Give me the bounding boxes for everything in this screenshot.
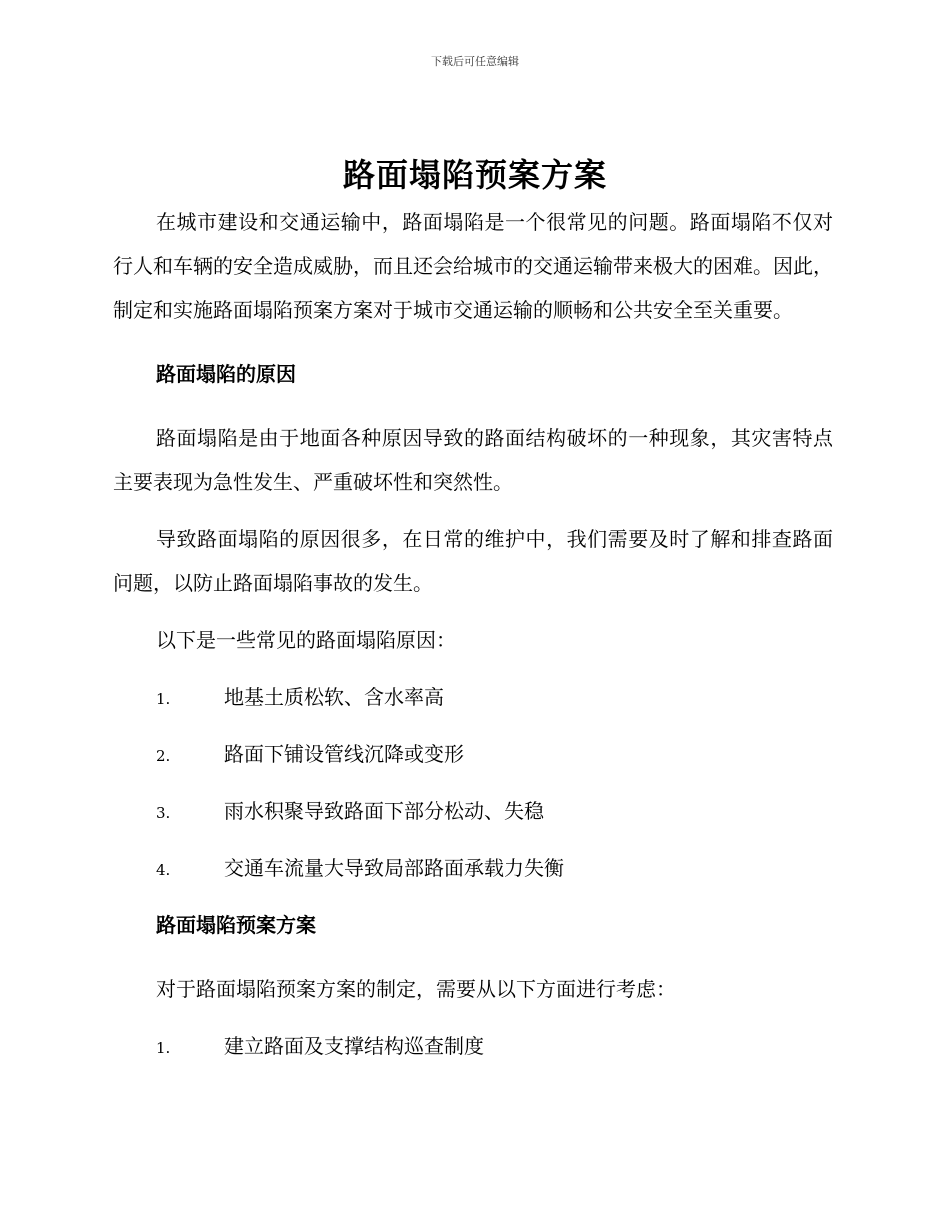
plan-list-intro: 对于路面塌陷预案方案的制定，需要从以下方面进行考虑：: [156, 977, 676, 1001]
document-body: [113, 200, 833, 1081]
page-header-note: 下载后可任意编辑: [431, 55, 519, 68]
list-item-number: 2.: [156, 747, 171, 765]
list-item: [113, 732, 833, 776]
list-item: [113, 789, 833, 833]
list-item-text: 交通车流量大导致局部路面承载力失衡: [224, 856, 564, 880]
list-item: [113, 1024, 833, 1068]
list-item: [113, 675, 833, 719]
list-item-text: 雨水积聚导致路面下部分松动、失稳: [224, 799, 544, 823]
document-title: 路面塌陷预案方案: [342, 156, 607, 194]
list-item: [113, 846, 833, 890]
causes-list-intro: 以下是一些常见的路面塌陷原因：: [156, 628, 456, 652]
section-heading-plan: 路面塌陷预案方案: [156, 913, 316, 937]
list-item-text: 建立路面及支撑结构巡查制度: [224, 1034, 484, 1058]
section-heading-causes: 路面塌陷的原因: [156, 362, 296, 386]
list-item-number: 1.: [156, 690, 171, 708]
list-item-number: 1.: [156, 1039, 171, 1057]
list-item-number: 4.: [156, 861, 171, 879]
plan-list: [113, 1024, 833, 1068]
causes-paragraph-2: 导致路面塌陷的原因很多，在日常的维护中，我们需要及时了解和排查路面问题，以防止路面塌陷事故的发生。: [113, 527, 833, 595]
causes-list: [113, 675, 833, 890]
intro-paragraph: 在城市建设和交通运输中，路面塌陷是一个很常见的问题。路面塌陷不仅对行人和车辆的安全造成威胁，而且还会给城市的交通运输带来极大的困难。因此，制定和实施路面塌陷预案方案对于城市交通运输的顺畅和公共安全至关重要。: [113, 210, 833, 322]
list-item-text: 路面下铺设管线沉降或变形: [224, 742, 464, 766]
list-item-number: 3.: [156, 804, 171, 822]
list-item-text: 地基土质松软、含水率高: [224, 685, 444, 709]
causes-paragraph-1: 路面塌陷是由于地面各种原因导致的路面结构破坏的一种现象，其灾害特点主要表现为急性发生、严重破坏性和突然性。: [113, 426, 833, 494]
